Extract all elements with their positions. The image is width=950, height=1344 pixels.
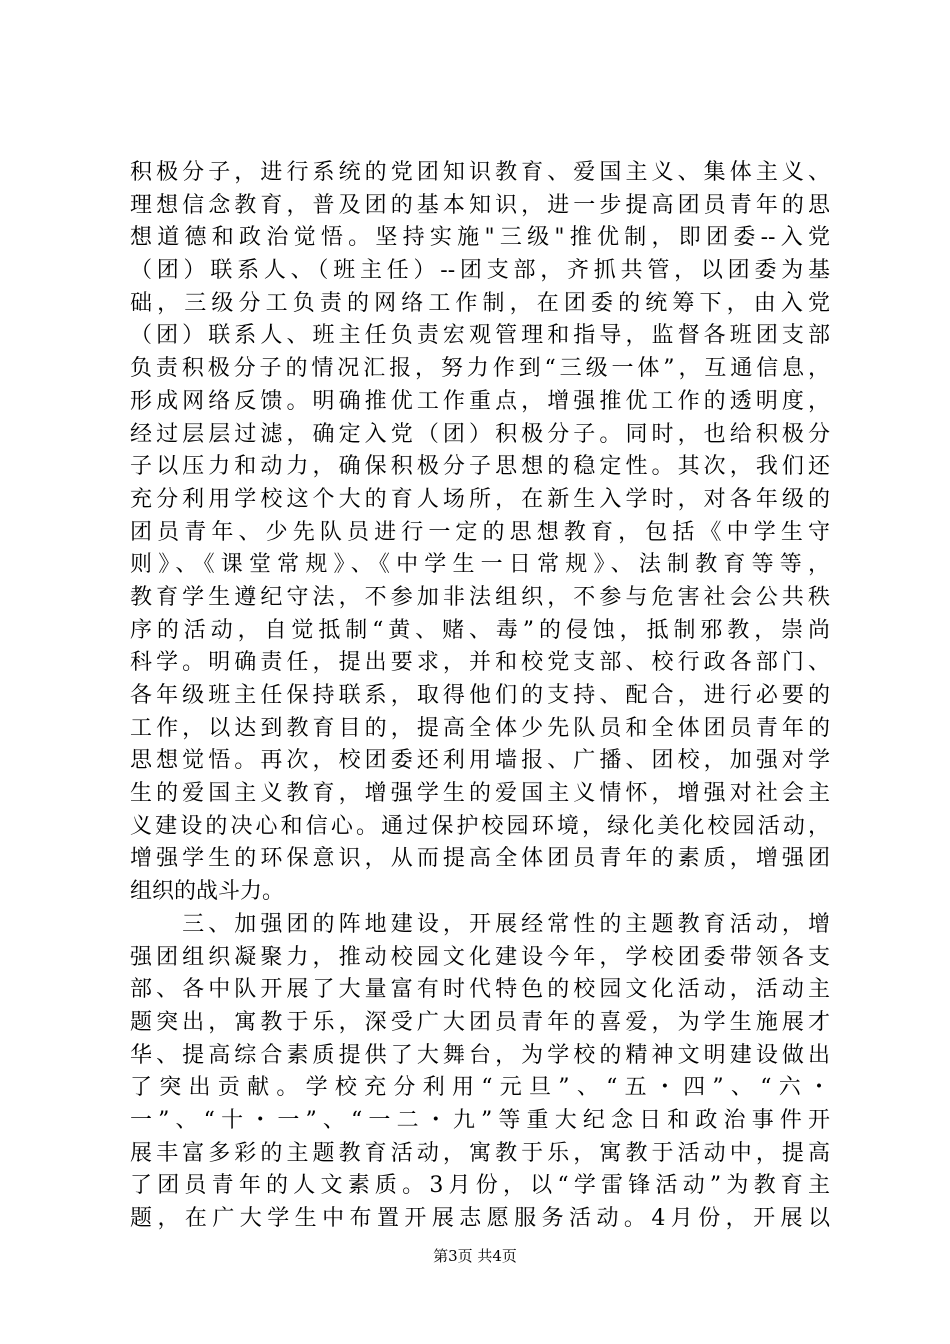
text-line: 展丰富多彩的主题教育活动，寓教于乐，寓教于活动中，提高	[130, 1140, 830, 1166]
text-line: 增强学生的环保意识，从而提高全体团员青年的素质，增强团	[130, 846, 830, 872]
text-line: 生的爱国主义教育，增强学生的爱国主义情怀，增强对社会主	[130, 781, 830, 807]
text-line: 科学。明确责任，提出要求，并和校党支部、校行政各部门、	[130, 650, 830, 676]
text-line: （团）联系人、班主任负责宏观管理和指导，监督各班团支部	[130, 323, 830, 349]
text-line: 想道德和政治觉悟。坚持实施"三级"推优制，即团委--入党	[130, 225, 830, 251]
text-line: 工作，以达到教育目的，提高全体少先队员和全体团员青年的	[130, 715, 830, 741]
text-line: 负责积极分子的情况汇报，努力作到“三级一体”，互通信息，	[130, 356, 830, 382]
text-line: 思想觉悟。再次，校团委还利用墙报、广播、团校，加强对学	[130, 748, 830, 774]
text-line: 础，三级分工负责的网络工作制，在团委的统筹下，由入党	[130, 290, 830, 316]
text-line: 了突出贡献。学校充分利用“元旦”、“五・四”、“六・	[130, 1075, 830, 1101]
text-line: 形成网络反馈。明确推优工作重点，增强推优工作的透明度，	[130, 388, 830, 414]
text-line: 子以压力和动力，确保积极分子思想的稳定性。其次，我们还	[130, 454, 830, 480]
text-line: 三、加强团的阵地建设，开展经常性的主题教育活动，增	[130, 911, 830, 937]
text-line: 强团组织凝聚力，推动校园文化建设今年，学校团委带领各支	[130, 944, 830, 970]
text-line: 则》、《课堂常规》、《中学生一日常规》、法制教育等等，	[130, 552, 830, 578]
text-line: 题，在广大学生中布置开展志愿服务活动。4月份，开展以	[130, 1206, 830, 1231]
text-line: 充分利用学校这个大的育人场所，在新生入学时，对各年级的	[130, 486, 830, 512]
text-line: 序的活动，自觉抵制“黄、赌、毒”的侵蚀，抵制邪教，崇尚	[130, 617, 830, 643]
text-line: 华、提高综合素质提供了大舞台，为学校的精神文明建设做出	[130, 1042, 830, 1068]
paragraph-1	[130, 157, 830, 909]
text-line: 义建设的决心和信心。通过保护校园环境，绿化美化校园活动，	[130, 813, 830, 839]
text-line: 理想信念教育，普及团的基本知识，进一步提高团员青年的思	[130, 192, 830, 218]
text-line: 题突出，寓教于乐，深受广大团员青年的喜爱，为学生施展才	[130, 1009, 830, 1035]
paragraph-2	[130, 909, 830, 1236]
text-line: 团员青年、少先队员进行一定的思想教育，包括《中学生守	[130, 519, 830, 545]
text-line: 各年级班主任保持联系，取得他们的支持、配合，进行必要的	[130, 683, 830, 708]
text-line: 组织的战斗力。	[130, 879, 285, 905]
text-line: （团）联系人、（班主任）--团支部，齐抓共管，以团委为基	[130, 258, 830, 284]
text-line: 一”、“十・一”、“一二・九”等重大纪念日和政治事件开	[130, 1107, 830, 1133]
text-line: 部、各中队开展了大量富有时代特色的校园文化活动，活动主	[130, 977, 830, 1003]
text-line: 积极分子，进行系统的党团知识教育、爱国主义、集体主义、	[130, 160, 830, 185]
page-number-footer: 第3页 共4页	[433, 1247, 517, 1265]
text-line: 了团员青年的人文素质。3月份，以“学雷锋活动”为教育主	[130, 1173, 830, 1199]
document-body	[130, 157, 830, 1236]
text-line: 经过层层过滤，确定入党（团）积极分子。同时，也给积极分	[130, 421, 830, 447]
text-line: 教育学生遵纪守法，不参加非法组织，不参与危害社会公共秩	[130, 584, 830, 610]
